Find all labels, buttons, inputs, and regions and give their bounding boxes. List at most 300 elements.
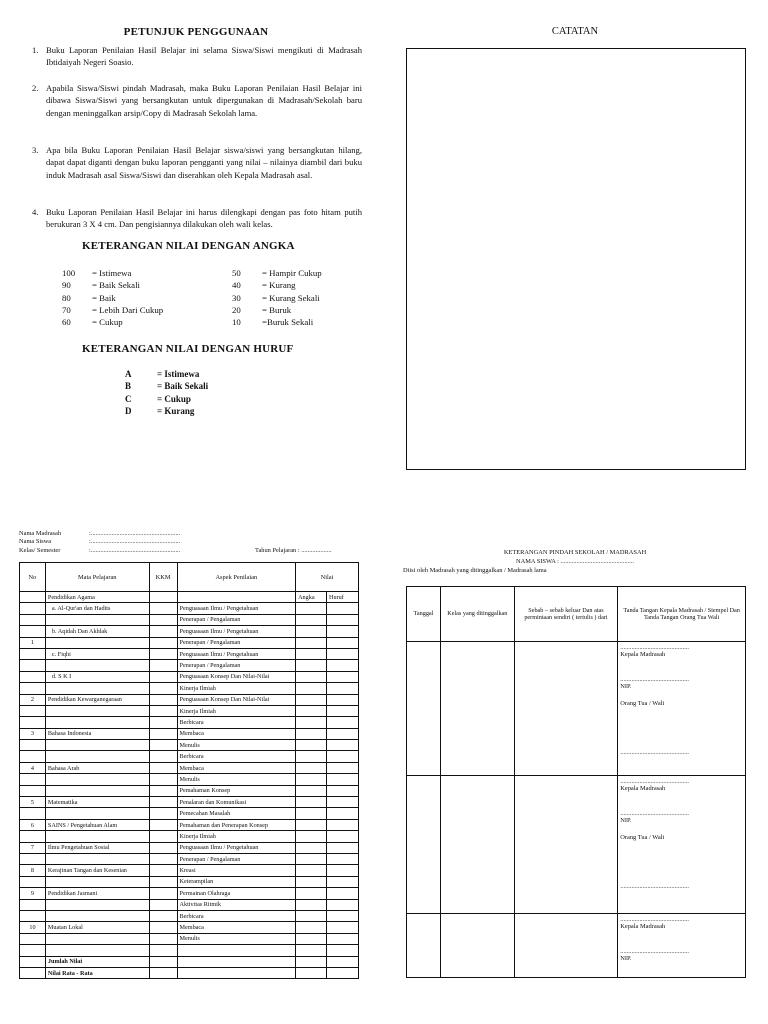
row-number: 5 [20, 797, 46, 808]
row-number [20, 831, 46, 842]
row-number [20, 853, 46, 864]
grade-row [20, 671, 359, 682]
angka-cell[interactable] [296, 728, 327, 739]
numeric-legend-right [232, 267, 392, 328]
huruf-cell[interactable] [327, 899, 359, 910]
subject-cell: Nilai Rata - Rata [45, 967, 149, 978]
instruction-text: Buku Laporan Penilaian Hasil Belajar ini harus dilengkapi dengan pas foto hitam putih berukuran 3 X 4 cm. Dan pengisiannya dilakukan oleh wali kelas. [46, 207, 362, 230]
grade-row [20, 876, 359, 887]
angka-cell[interactable] [296, 865, 327, 876]
legend-value: 70 [62, 304, 71, 315]
date-cell[interactable] [407, 776, 441, 914]
angka-cell[interactable] [296, 899, 327, 910]
kkm-cell[interactable] [149, 717, 177, 728]
grade-row [20, 842, 359, 853]
signature-cell[interactable]: ........................................... Kepala Madrasah ........................................... NIP. Orang Tua / Wali ........................................... [618, 642, 746, 776]
signature-cell[interactable]: ........................................... Kepala Madrasah ........................................... NIP. Orang Tua / Wali ........................................... [618, 776, 746, 914]
instruction-item [32, 144, 362, 181]
aspect-cell: Penguasaan Ilmu / Pengetahuan [177, 842, 296, 853]
row-number [20, 592, 46, 603]
grade-row [20, 797, 359, 808]
row-number: 8 [20, 865, 46, 876]
instructions-title: PETUNJUK PENGGUNAAN [123, 26, 269, 38]
angka-cell[interactable] [296, 660, 327, 671]
huruf-cell[interactable] [327, 945, 359, 956]
subject-cell [45, 717, 149, 728]
huruf-cell[interactable] [327, 660, 359, 671]
huruf-cell[interactable] [327, 751, 359, 762]
subject-cell: Matematika [45, 797, 149, 808]
aspect-cell: Penguasaan Ilmu / Pengetahuan [177, 603, 296, 614]
legend-row [62, 279, 222, 291]
transfer-row [407, 642, 746, 776]
legend-description: = Hampir Cukup [262, 268, 322, 278]
letter-grade: B [125, 381, 132, 392]
kkm-cell[interactable] [149, 592, 177, 603]
kkm-cell[interactable] [149, 853, 177, 864]
row-number [20, 967, 46, 978]
kkm-cell[interactable] [149, 740, 177, 751]
reason-cell[interactable] [514, 642, 618, 776]
row-number [20, 751, 46, 762]
instruction-item [32, 206, 362, 231]
kkm-cell[interactable] [149, 831, 177, 842]
row-number [20, 717, 46, 728]
grade-row [20, 683, 359, 694]
row-number [20, 933, 46, 944]
grade-row [20, 865, 359, 876]
angka-cell[interactable] [296, 910, 327, 921]
kkm-cell[interactable] [149, 762, 177, 773]
huruf-cell[interactable] [327, 648, 359, 659]
kkm-cell[interactable] [149, 751, 177, 762]
instruction-number: 4. [32, 207, 39, 217]
instruction-text: Buku Laporan Penilaian Hasil Belajar ini selama Siswa/Siswi mengikuti di Madrasah Ibtidaiyah Negeri Soasio. [46, 45, 362, 68]
kkm-cell[interactable] [149, 876, 177, 887]
letter-legend-list [125, 368, 285, 417]
grade-row [20, 614, 359, 625]
class-cell[interactable] [440, 914, 514, 978]
kkm-cell[interactable] [149, 683, 177, 694]
legend-row [232, 304, 392, 316]
row-number: 1 [20, 637, 46, 648]
huruf-cell[interactable] [327, 956, 359, 967]
subject-cell: a. Al-Qur'an dan Hadits [45, 603, 149, 614]
aspect-cell: Penerapan / Pengalaman [177, 637, 296, 648]
aspect-cell: Penguasaan Konsep Dan Nilai-Nilai [177, 694, 296, 705]
col-nilai: Nilai [296, 563, 359, 592]
kkm-cell[interactable] [149, 705, 177, 716]
row-number [20, 956, 46, 967]
subject-cell: Bahasa Arab [45, 762, 149, 773]
row-number: 10 [20, 922, 46, 933]
grade-row [20, 933, 359, 944]
subject-cell: Bahasa Indonesia [45, 728, 149, 739]
legend-row [232, 267, 392, 279]
reason-cell[interactable] [514, 914, 618, 978]
legend-description: = Kurang Sekali [262, 292, 320, 303]
huruf-cell[interactable] [327, 967, 359, 978]
huruf-cell[interactable] [327, 853, 359, 864]
aspect-cell: Kinerja Ilmiah [177, 705, 296, 716]
kkm-cell[interactable] [149, 660, 177, 671]
grade-row [20, 956, 359, 967]
angka-cell[interactable] [296, 762, 327, 773]
aspect-cell: Kinerja Ilmiah [177, 831, 296, 842]
angka-cell[interactable] [296, 819, 327, 830]
kkm-cell[interactable] [149, 888, 177, 899]
subject-cell [45, 808, 149, 819]
legend-description: = Baik [92, 292, 116, 303]
academic-year[interactable]: Tahun Pelajaran : ................... [255, 547, 332, 554]
aspect-cell: Penerapan / Pengalaman [177, 614, 296, 625]
grade-row [20, 819, 359, 830]
huruf-cell[interactable] [327, 910, 359, 921]
kkm-cell[interactable] [149, 774, 177, 785]
kkm-cell[interactable] [149, 603, 177, 614]
aspect-cell: Penguasaan Ilmu / Pengetahuan [177, 626, 296, 637]
grade-row [20, 648, 359, 659]
angka-cell[interactable] [296, 808, 327, 819]
subject-cell [45, 945, 149, 956]
instruction-number: 3. [32, 145, 39, 155]
angka-cell[interactable] [296, 956, 327, 967]
huruf-cell[interactable] [327, 717, 359, 728]
date-cell[interactable] [407, 642, 441, 776]
row-number [20, 876, 46, 887]
grade-row [20, 910, 359, 921]
col-reason: Sebab – sebab keluar Dan atas permintaan sendiri ( tertulis ) dari [514, 587, 618, 642]
letter-grade: A [125, 369, 132, 379]
aspect-cell: Berbicara [177, 910, 296, 921]
angka-cell[interactable] [296, 614, 327, 625]
letter-legend-row [125, 380, 285, 392]
legend-value: 100 [62, 268, 76, 278]
aspect-cell: Berbicara [177, 751, 296, 762]
angka-header: Angka [296, 592, 327, 603]
legend-row [62, 304, 222, 316]
legend-value: 50 [232, 268, 241, 278]
kkm-cell[interactable] [149, 922, 177, 933]
letter-legend-title: KETERANGAN NILAI DENGAN HURUF [82, 343, 294, 355]
col-class-left: Kelas yang ditinggalkan [440, 587, 514, 642]
student-name-dots[interactable]: :........................................................ [89, 538, 181, 546]
aspect-cell: Keterampilan [177, 876, 296, 887]
kkm-cell[interactable] [149, 933, 177, 944]
aspect-cell: Kreasi [177, 865, 296, 876]
row-number: 9 [20, 888, 46, 899]
subject-cell [45, 705, 149, 716]
angka-cell[interactable] [296, 626, 327, 637]
grade-row [20, 717, 359, 728]
legend-value: 90 [62, 280, 71, 291]
subject-cell [45, 853, 149, 864]
legend-row [62, 292, 222, 304]
grade-row [20, 888, 359, 899]
legend-value: 20 [232, 304, 241, 315]
subject-cell: Pendidikan Jasmani [45, 888, 149, 899]
angka-cell[interactable] [296, 751, 327, 762]
grade-row [20, 762, 359, 773]
huruf-cell[interactable] [327, 683, 359, 694]
transfer-note: Diisi oleh Madrasah yang ditinggalkan / Madrasah lama [403, 567, 547, 574]
angka-cell[interactable] [296, 888, 327, 899]
huruf-cell[interactable] [327, 762, 359, 773]
student-name-label: Nama Siswa [19, 538, 52, 546]
subject-cell: Jumlah Nilai [45, 956, 149, 967]
grade-row [20, 728, 359, 739]
row-number [20, 705, 46, 716]
instruction-number: 2. [32, 83, 39, 93]
legend-description: = Buruk [262, 304, 292, 315]
legend-row [62, 316, 222, 328]
col-aspect: Aspek Penilaian [177, 563, 296, 592]
aspect-cell: Menulis [177, 774, 296, 785]
huruf-cell[interactable] [327, 797, 359, 808]
kkm-cell[interactable] [149, 819, 177, 830]
subject-cell [45, 740, 149, 751]
aspect-cell: Penguasaan Ilmu / Pengetahuan [177, 648, 296, 659]
kkm-cell[interactable] [149, 614, 177, 625]
kkm-cell[interactable] [149, 967, 177, 978]
angka-cell[interactable] [296, 853, 327, 864]
aspect-cell [177, 592, 296, 603]
huruf-cell[interactable] [327, 888, 359, 899]
huruf-cell[interactable] [327, 876, 359, 887]
row-number [20, 899, 46, 910]
student-info [19, 530, 181, 555]
angka-cell[interactable] [296, 717, 327, 728]
transfer-table [406, 586, 746, 978]
huruf-cell[interactable] [327, 614, 359, 625]
col-no: No [20, 563, 46, 592]
subject-cell: Muatan Lokal [45, 922, 149, 933]
subject-cell [45, 660, 149, 671]
angka-cell[interactable] [296, 671, 327, 682]
huruf-cell[interactable] [327, 637, 359, 648]
kkm-cell[interactable] [149, 648, 177, 659]
aspect-cell: Aktivitas Ritmik [177, 899, 296, 910]
subject-cell [45, 831, 149, 842]
kkm-cell[interactable] [149, 694, 177, 705]
instruction-text: Apa bila Buku Laporan Penilaian Hasil Belajar siswa/siswi yang bersangkutan hilang, dapat dapat diganti dengan buku laporan pengganti yang nilai – nilainya diambil dari buku induk Madrasah asal Siswa/Siswi dan diserahkan oleh Kepala Madrasah asal. [46, 145, 362, 180]
aspect-cell [177, 967, 296, 978]
madrasah-dots[interactable]: :........................................................ [89, 530, 181, 537]
subject-cell: Pendidikan Kewarganegaraan [45, 694, 149, 705]
legend-value: 80 [62, 292, 71, 303]
letter-legend-row [125, 368, 285, 380]
legend-row [62, 267, 222, 279]
angka-cell[interactable] [296, 945, 327, 956]
legend-description: = Baik Sekali [92, 280, 140, 291]
kkm-cell[interactable] [149, 626, 177, 637]
aspect-cell: Pemahaman Konsep [177, 785, 296, 796]
huruf-cell[interactable] [327, 671, 359, 682]
kkm-cell[interactable] [149, 945, 177, 956]
aspect-cell: Penerapan / Pengalaman [177, 660, 296, 671]
aspect-cell: Membaca [177, 922, 296, 933]
angka-cell[interactable] [296, 774, 327, 785]
row-number [20, 648, 46, 659]
huruf-cell[interactable] [327, 740, 359, 751]
angka-cell[interactable] [296, 694, 327, 705]
aspect-cell [177, 945, 296, 956]
instruction-text: Apabila Siswa/Siswi pindah Madrasah, maka Buku Laporan Penilaian Hasil Belajar ini dibawa Siswa/Siswi yang bersangkutan untuk dipergunakan di Madrasah/Sekolah baru dengan meninggalkan arsip/Copy di Madrasah Sekolah lama. [46, 83, 362, 118]
kkm-cell[interactable] [149, 910, 177, 921]
legend-description: = Cukup [92, 317, 123, 328]
date-cell[interactable] [407, 914, 441, 978]
grade-row [20, 603, 359, 614]
row-number: 7 [20, 842, 46, 853]
kkm-cell[interactable] [149, 728, 177, 739]
huruf-cell[interactable] [327, 933, 359, 944]
subject-cell [45, 933, 149, 944]
aspect-cell: Pemecahan Masalah [177, 808, 296, 819]
subject-cell [45, 876, 149, 887]
subject-cell [45, 637, 149, 648]
row-number [20, 740, 46, 751]
grade-row [20, 945, 359, 956]
angka-cell[interactable] [296, 933, 327, 944]
angka-cell[interactable] [296, 842, 327, 853]
subject-cell: c. Fiqhi [45, 648, 149, 659]
class-cell[interactable] [440, 776, 514, 914]
legend-description: =Buruk Sekali [262, 317, 314, 328]
grade-row [20, 922, 359, 933]
row-number [20, 774, 46, 785]
subject-cell: Pendidikan Agama [45, 592, 149, 603]
aspect-cell: Menulis [177, 933, 296, 944]
angka-cell[interactable] [296, 603, 327, 614]
aspect-cell: Membaca [177, 728, 296, 739]
kkm-cell[interactable] [149, 865, 177, 876]
angka-cell[interactable] [296, 785, 327, 796]
class-semester-dots[interactable]: :........................................................ [89, 546, 181, 554]
angka-cell[interactable] [296, 876, 327, 887]
numeric-legend-title: KETERANGAN NILAI DENGAN ANGKA [82, 240, 295, 252]
huruf-cell[interactable] [327, 626, 359, 637]
subject-cell [45, 614, 149, 625]
grade-row [20, 751, 359, 762]
row-number [20, 683, 46, 694]
col-kkm: KKM [149, 563, 177, 592]
legend-description: = Kurang [262, 280, 296, 291]
grade-row [20, 785, 359, 796]
angka-cell[interactable] [296, 637, 327, 648]
aspect-cell: Menulis [177, 740, 296, 751]
legend-description: = Lebih Dari Cukup [92, 304, 164, 315]
angka-cell[interactable] [296, 967, 327, 978]
grade-row [20, 637, 359, 648]
huruf-cell[interactable] [327, 819, 359, 830]
row-number [20, 603, 46, 614]
transfer-student-name[interactable]: NAMA SISWA : .............................................. [515, 558, 635, 565]
aspect-cell: Kinerja Ilmiah [177, 683, 296, 694]
kkm-cell[interactable] [149, 899, 177, 910]
angka-cell[interactable] [296, 648, 327, 659]
subject-cell: SAINS / Pengetahuan Alam [45, 819, 149, 830]
huruf-cell[interactable] [327, 808, 359, 819]
huruf-cell[interactable] [327, 922, 359, 933]
class-semester-label: Kelas/ Semester [19, 546, 61, 554]
huruf-cell[interactable] [327, 831, 359, 842]
signature-cell[interactable]: ........................................... Kepala Madrasah ........................................... NIP. [618, 914, 746, 978]
huruf-cell[interactable] [327, 842, 359, 853]
transfer-row [407, 914, 746, 978]
huruf-header: Huruf [327, 592, 359, 603]
aspect-cell [177, 956, 296, 967]
row-number [20, 614, 46, 625]
aspect-cell: Pemahaman dan Penerapan Konsep [177, 819, 296, 830]
angka-cell[interactable] [296, 797, 327, 808]
kkm-cell[interactable] [149, 797, 177, 808]
legend-value: 60 [62, 317, 71, 328]
angka-cell[interactable] [296, 683, 327, 694]
reason-cell[interactable] [514, 776, 618, 914]
grade-row [20, 774, 359, 785]
kkm-cell[interactable] [149, 808, 177, 819]
aspect-cell: Permainan Olahraga [177, 888, 296, 899]
kkm-cell[interactable] [149, 637, 177, 648]
row-number [20, 626, 46, 637]
notes-title: CATATAN [551, 26, 599, 37]
grade-row [20, 853, 359, 864]
huruf-cell[interactable] [327, 865, 359, 876]
huruf-cell[interactable] [327, 705, 359, 716]
legend-row [232, 316, 392, 328]
angka-cell[interactable] [296, 705, 327, 716]
kkm-cell[interactable] [149, 671, 177, 682]
row-number [20, 671, 46, 682]
subject-cell [45, 774, 149, 785]
col-date: Tanggal [407, 587, 441, 642]
transfer-title: KETERANGAN PINDAH SEKOLAH / MADRASAH [503, 549, 647, 556]
legend-value: 40 [232, 280, 241, 291]
letter-grade: C [125, 393, 132, 404]
subject-cell [45, 910, 149, 921]
instruction-number: 1. [32, 45, 39, 55]
huruf-cell[interactable] [327, 785, 359, 796]
huruf-cell[interactable] [327, 694, 359, 705]
kkm-cell[interactable] [149, 785, 177, 796]
numeric-legend-left [62, 267, 222, 328]
huruf-cell[interactable] [327, 774, 359, 785]
madrasah-label: Nama Madrasah [19, 530, 62, 537]
angka-cell[interactable] [296, 922, 327, 933]
letter-description: = Istimewa [157, 369, 200, 379]
legend-description: = Istimewa [92, 268, 132, 278]
notes-box[interactable] [406, 48, 746, 470]
kkm-cell[interactable] [149, 842, 177, 853]
col-signature: Tanda Tangan Kepala Madrasah / Stempel Dan Tanda Tangan Orang Tua Wali [618, 587, 746, 642]
legend-row [232, 279, 392, 291]
subject-cell: d. S K I [45, 671, 149, 682]
huruf-cell[interactable] [327, 728, 359, 739]
angka-cell[interactable] [296, 740, 327, 751]
angka-cell[interactable] [296, 831, 327, 842]
grade-row [20, 660, 359, 671]
huruf-cell[interactable] [327, 603, 359, 614]
aspect-cell: Penalaran dan Komunikasi [177, 797, 296, 808]
class-cell[interactable] [440, 642, 514, 776]
row-number [20, 945, 46, 956]
row-number: 3 [20, 728, 46, 739]
kkm-cell[interactable] [149, 956, 177, 967]
aspect-cell: Penerapan / Pengalaman [177, 853, 296, 864]
subject-cell: b. Aqidah Dan Akhlak [45, 626, 149, 637]
row-number [20, 785, 46, 796]
subject-cell [45, 751, 149, 762]
